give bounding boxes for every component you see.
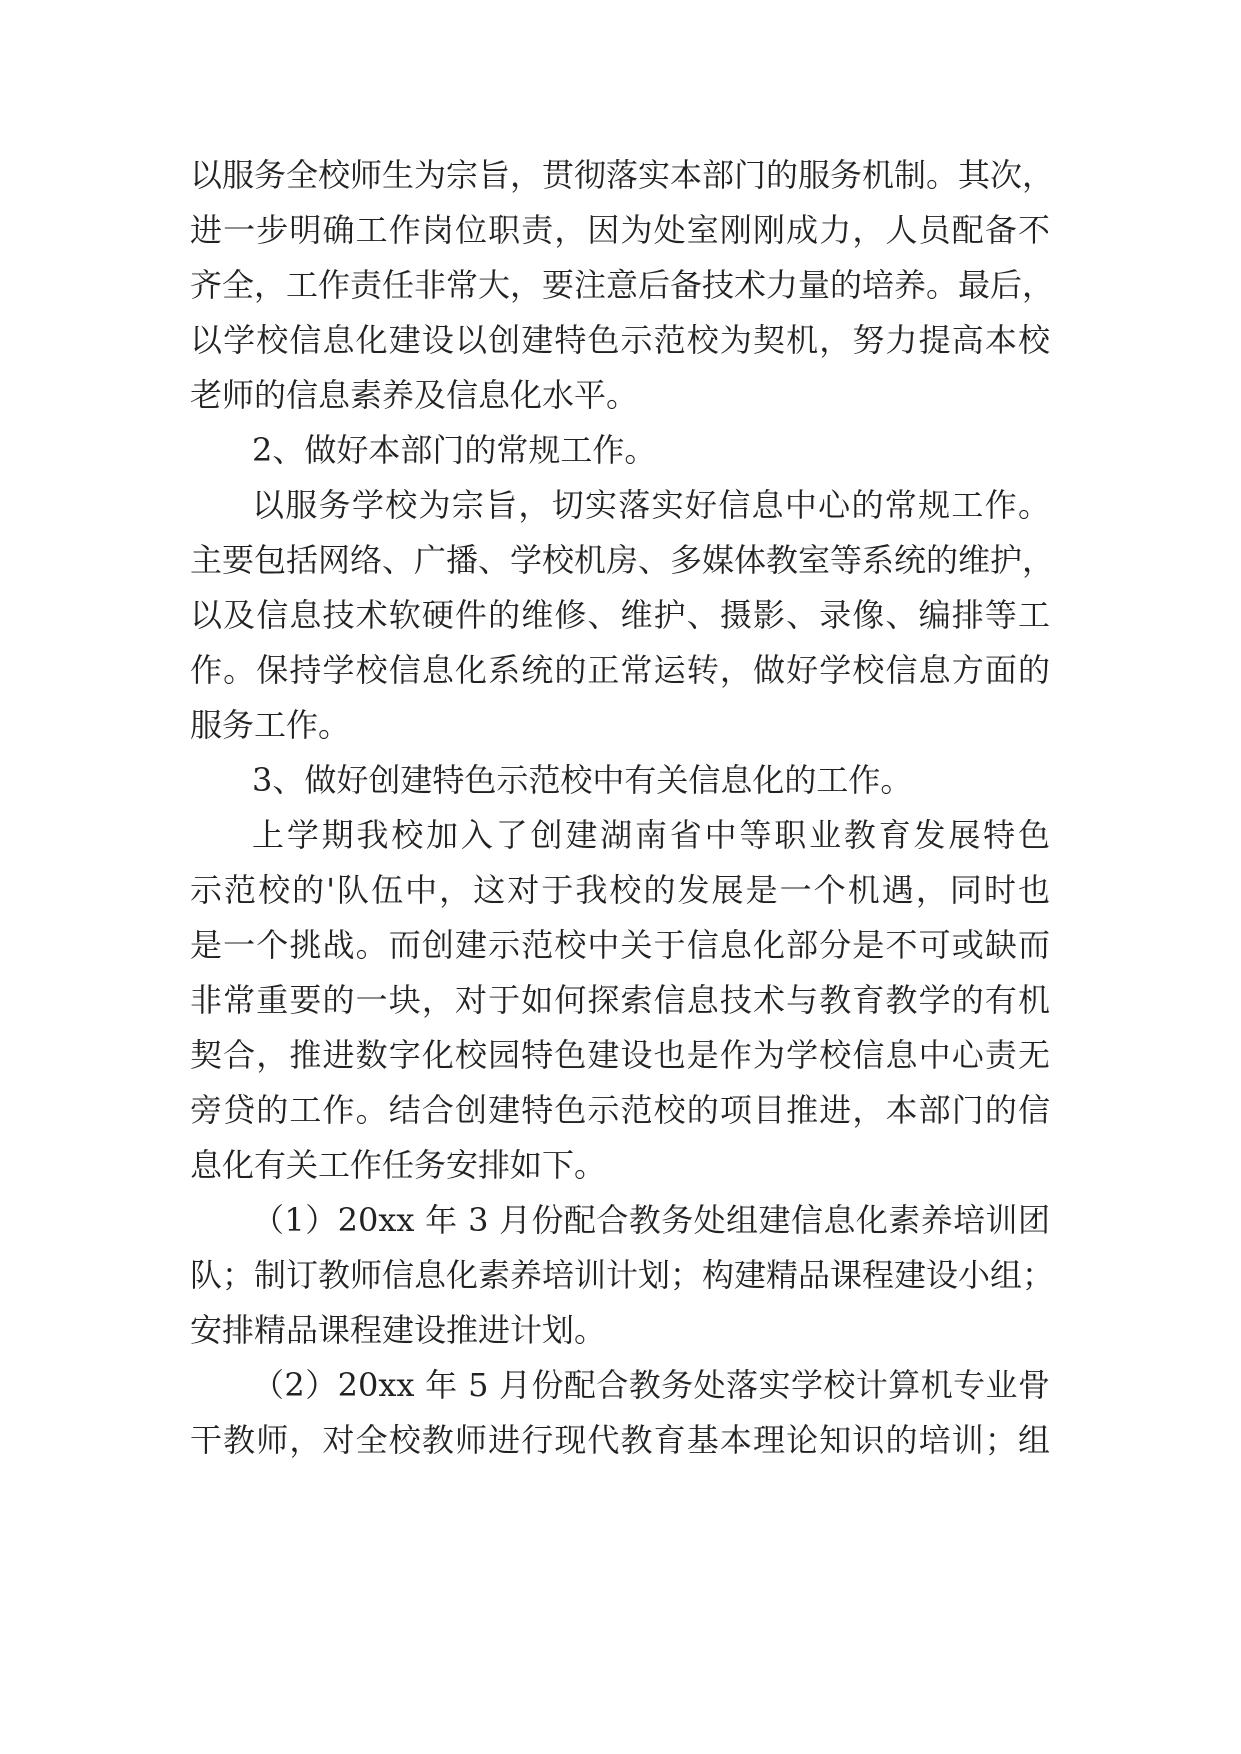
paragraph-line: 非常重要的一块，对于如何探索信息技术与教育教学的有机 <box>190 981 1050 1019</box>
paragraph-line: 老师的信息素养及信息化水平。 <box>190 376 639 414</box>
paragraph-line: 契合，推进数字化校园特色建设也是作为学校信息中心责无 <box>190 1036 1050 1074</box>
list-item-line: （1）20xx 年 3 月份配合教务处组建信息化素养培训团 <box>252 1201 1050 1239</box>
paragraph-line: 以服务全校师生为宗旨，贯彻落实本部门的服务机制。其次， <box>190 156 1055 194</box>
list-item-line: 干教师，对全校教师进行现代教育基本理论知识的培训；组 <box>190 1421 1050 1459</box>
list-item-line: 安排精品课程建设推进计划。 <box>190 1311 607 1349</box>
paragraph-line: 齐全，工作责任非常大，要注意后备技术力量的培养。最后， <box>190 266 1055 304</box>
section-heading: 3、做好创建特色示范校中有关信息化的工作。 <box>252 761 913 799</box>
list-item-line: 队；制订教师信息化素养培训计划；构建精品课程建设小组； <box>190 1256 1055 1294</box>
paragraph-line: 服务工作。 <box>190 706 351 744</box>
paragraph-line: 以服务学校为宗旨，切实落实好信息中心的常规工作。 <box>252 486 1050 524</box>
paragraph-line: 旁贷的工作。结合创建特色示范校的项目推进，本部门的信 <box>190 1091 1050 1129</box>
section-heading: 2、做好本部门的常规工作。 <box>252 431 657 469</box>
paragraph-line: 上学期我校加入了创建湖南省中等职业教育发展特色 <box>252 816 1050 854</box>
paragraph-line: 以学校信息化建设以创建特色示范校为契机，努力提高本校 <box>190 321 1050 359</box>
paragraph-line: 以及信息技术软硬件的维修、维护、摄影、录像、编排等工 <box>190 596 1050 634</box>
paragraph-line: 进一步明确工作岗位职责，因为处室刚刚成力，人员配备不 <box>190 211 1050 249</box>
list-item-line: （2）20xx 年 5 月份配合教务处落实学校计算机专业骨 <box>252 1366 1050 1404</box>
paragraph-line: 示范校的'队伍中，这对于我校的发展是一个机遇，同时也 <box>190 871 1050 909</box>
paragraph-line: 主要包括网络、广播、学校机房、多媒体教室等系统的维护， <box>190 541 1055 579</box>
paragraph-line: 作。保持学校信息化系统的正常运转，做好学校信息方面的 <box>190 651 1050 689</box>
paragraph-line: 息化有关工作任务安排如下。 <box>190 1146 607 1184</box>
paragraph-line: 是一个挑战。而创建示范校中关于信息化部分是不可或缺而 <box>190 926 1050 964</box>
